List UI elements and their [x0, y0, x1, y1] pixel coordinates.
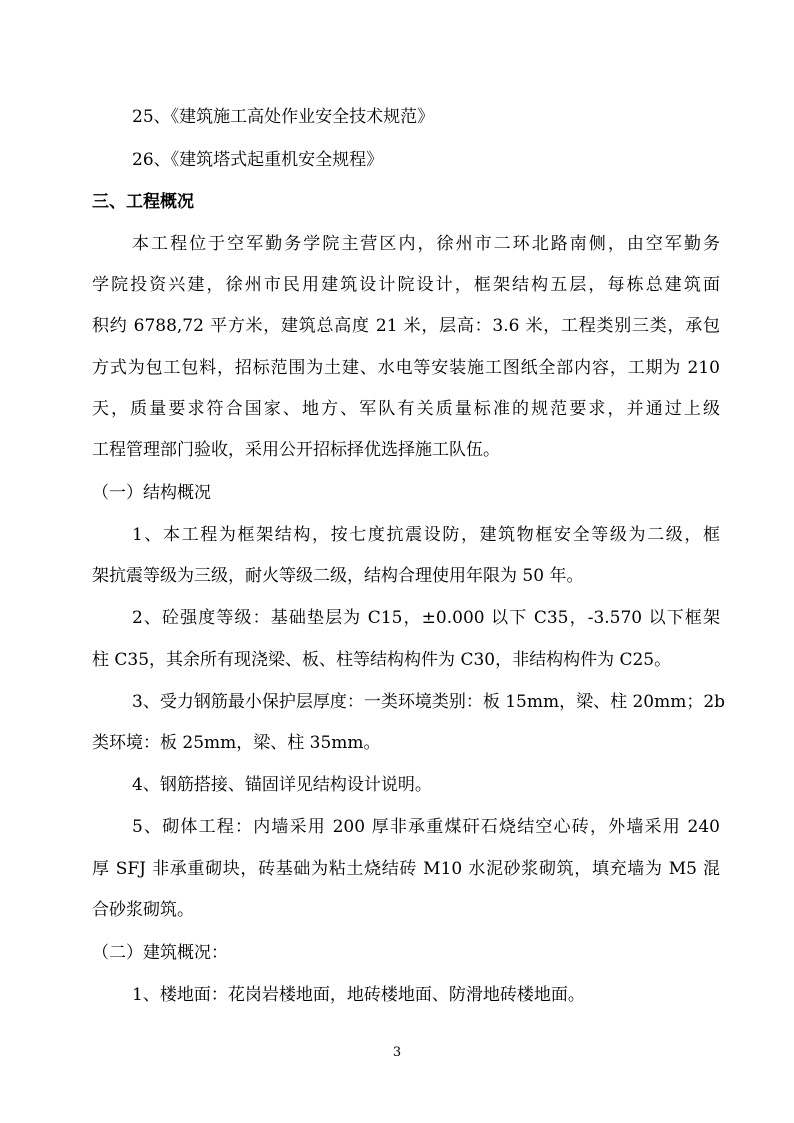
overview-paragraph-line: 方式为包工包料，招标范围为土建、水电等安装施工图纸全部内容，工期为 210 — [92, 358, 720, 378]
reference-item-26: 26、《建筑塔式起重机安全规程》 — [132, 150, 384, 170]
structure-item-5: 5、砌体工程：内墙采用 200 厚非承重煤矸石烧结空心砖，外墙采用 240 — [132, 817, 720, 837]
section-heading: 三、工程概况 — [92, 192, 194, 212]
overview-paragraph-line: 积约 6788,72 平方米，建筑总高度 21 米，层高：3.6 米，工程类别三类，承包 — [92, 316, 720, 336]
subsection-heading-architecture: （二）建筑概况： — [92, 943, 228, 963]
overview-paragraph-line: 本工程位于空军勤务学院主营区内，徐州市二环北路南侧，由空军勤务 — [132, 234, 720, 254]
reference-item-25: 25、《建筑施工高处作业安全技术规范》 — [132, 107, 435, 127]
structure-item-2: 2、砼强度等级：基础垫层为 C15，±0.000 以下 C35，-3.570 以下框架 — [132, 608, 720, 628]
page-number: 3 — [392, 1045, 402, 1060]
structure-item-1-cont: 架抗震等级为三级，耐火等级二级，结构合理使用年限为 50 年。 — [92, 566, 584, 586]
structure-item-3: 3、受力钢筋最小保护层厚度：一类环境类别：板 15mm，梁、柱 20mm；2b — [132, 692, 726, 712]
structure-item-5-cont: 合砂浆砌筑。 — [92, 900, 194, 920]
overview-paragraph-line: 天，质量要求符合国家、地方、军队有关质量标准的规范要求，并通过上级 — [92, 399, 720, 419]
structure-item-4: 4、钢筋搭接、锚固详见结构设计说明。 — [132, 775, 432, 795]
overview-paragraph-line: 工程管理部门验收，采用公开招标择优选择施工队伍。 — [92, 440, 500, 460]
structure-item-1: 1、本工程为框架结构，按七度抗震设防，建筑物框安全等级为二级，框 — [132, 525, 720, 545]
structure-item-5-cont: 厚 SFJ 非承重砌块，砖基础为粘土烧结砖 M10 水泥砂浆砌筑，填充墙为 M5 混 — [92, 859, 720, 879]
structure-item-2-cont: 柱 C35，其余所有现浇梁、板、柱等结构构件为 C30，非结构构件为 C25。 — [92, 650, 672, 670]
architecture-item-1: 1、楼地面：花岗岩楼地面，地砖楼地面、防滑地砖楼地面。 — [132, 985, 585, 1005]
subsection-heading-structure: （一）结构概况 — [92, 483, 211, 503]
structure-item-3-cont: 类环境：板 25mm，梁、柱 35mm。 — [92, 733, 381, 753]
overview-paragraph-line: 学院投资兴建，徐州市民用建筑设计院设计，框架结构五层，每栋总建筑面 — [92, 275, 720, 295]
